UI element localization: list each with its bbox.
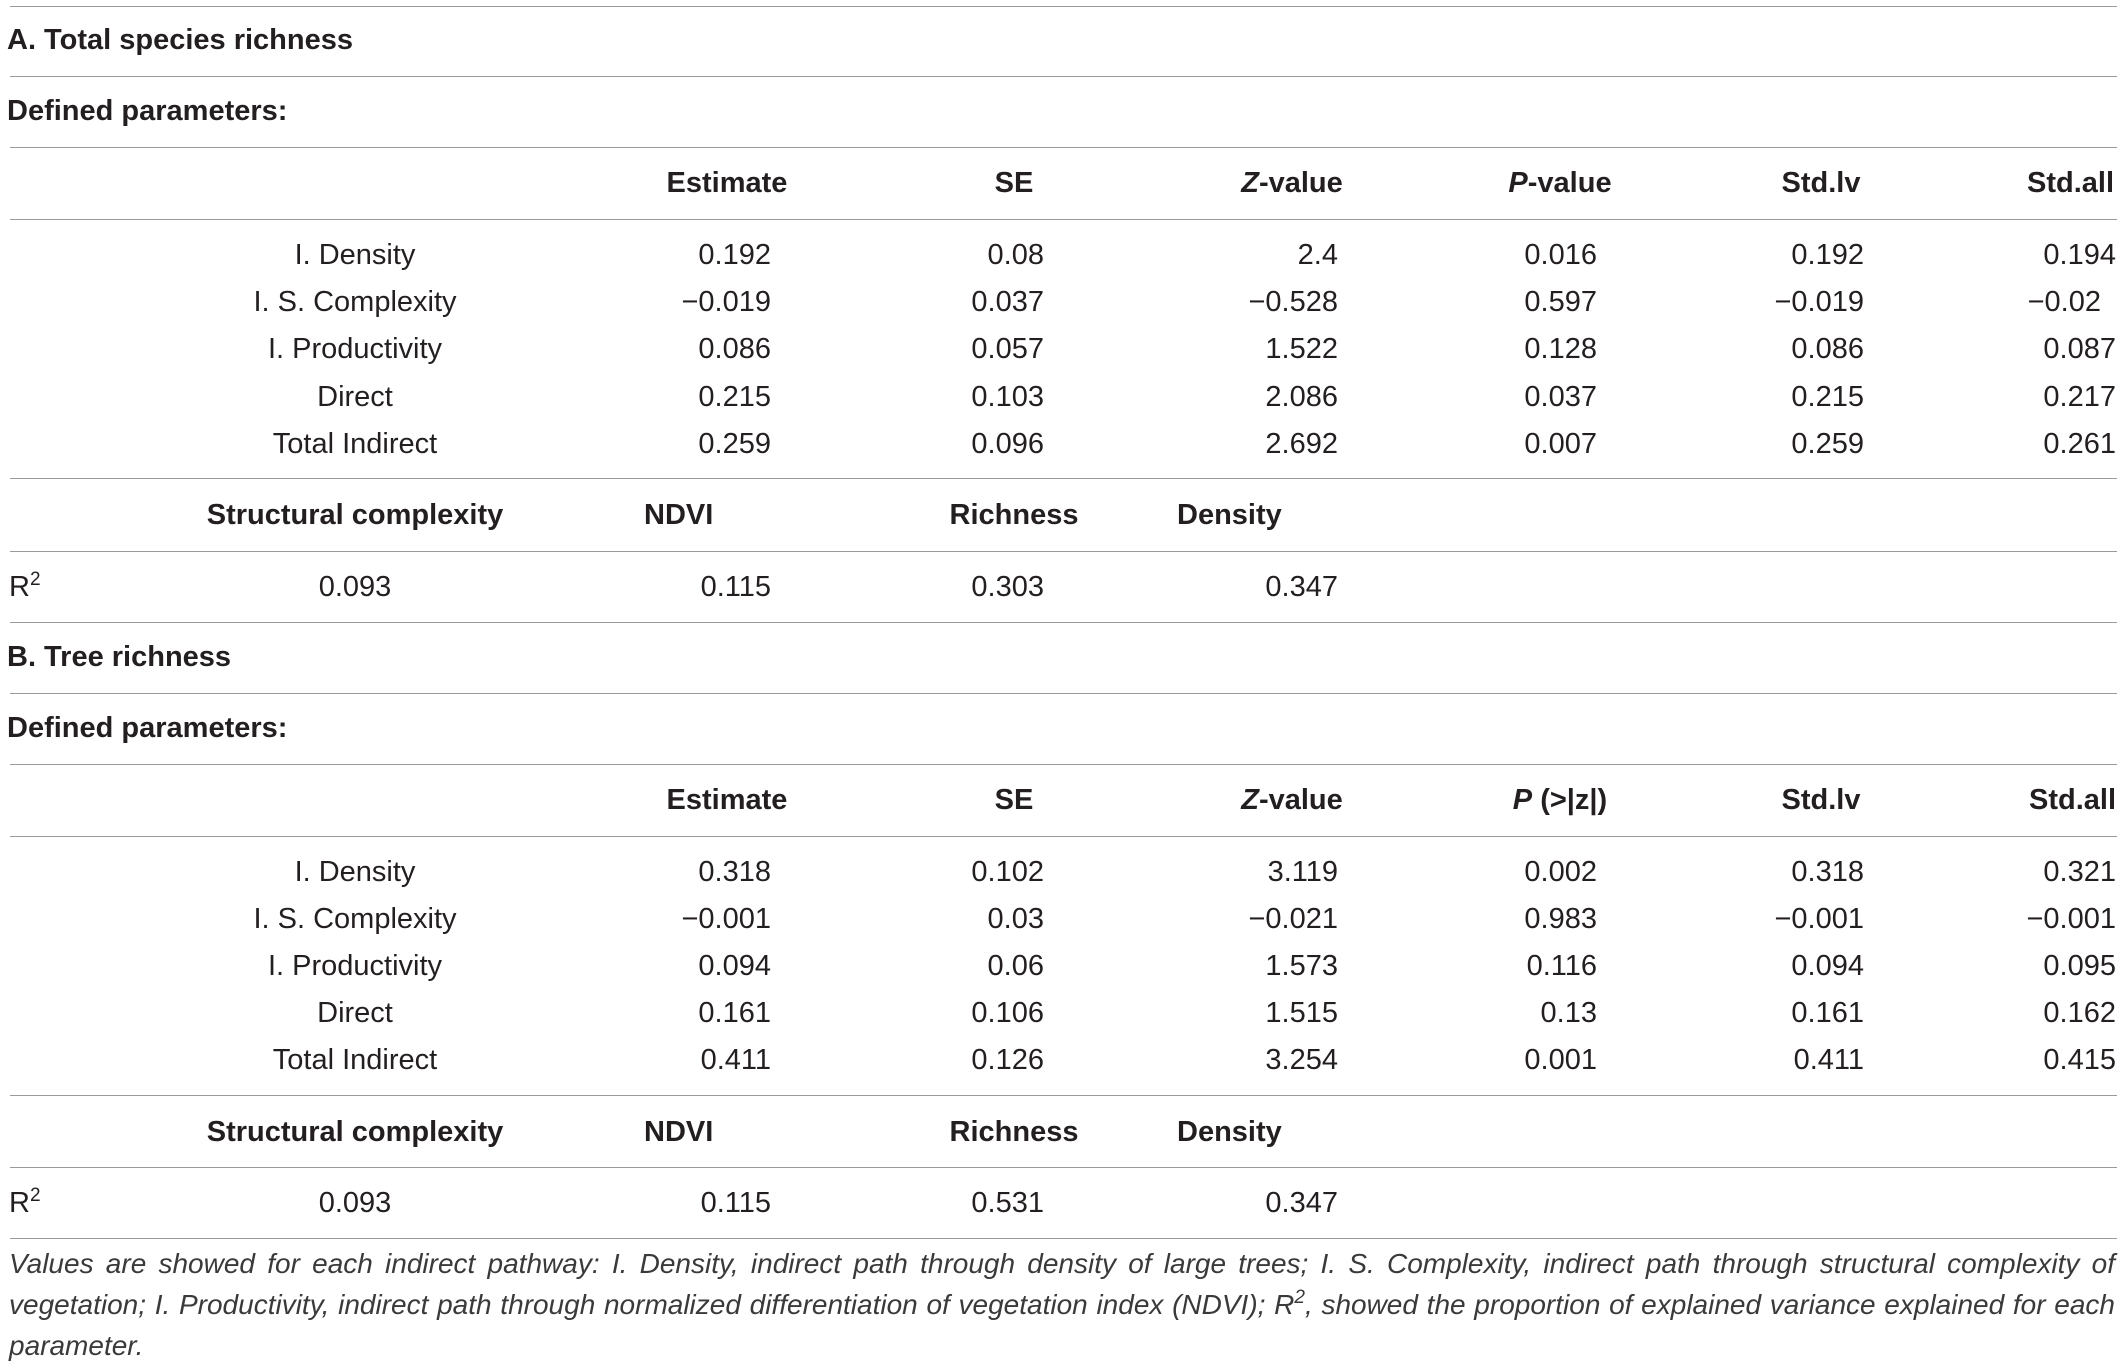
cell-std-all: 0.162: [2043, 997, 2116, 1029]
cell-z: 3.119: [1267, 856, 1338, 888]
row-label: I. Density: [294, 239, 416, 271]
rule: [10, 478, 2117, 479]
rule: [10, 551, 2117, 552]
col-header-z-italic: Z: [1241, 167, 1259, 199]
cell-std-lv: 0.086: [1791, 333, 1864, 365]
col-header-z-italic: Z: [1241, 784, 1259, 816]
cell-std-all: 0.087: [2043, 333, 2116, 365]
section-b-subtitle: Defined parameters:: [7, 712, 288, 744]
r2-richness: 0.303: [971, 571, 1044, 603]
cell-std-all: −0.001: [2026, 903, 2116, 935]
col-header-p-value: [1508, 166, 1611, 200]
cell-se: 0.03: [987, 903, 1044, 935]
rule: [10, 1238, 2117, 1239]
row-label: Direct: [317, 997, 393, 1029]
r2-label: $R^2$: [9, 569, 41, 603]
cell-se: 0.126: [971, 1044, 1044, 1076]
cell-std-lv: 0.094: [1791, 950, 1864, 982]
rule: [10, 764, 2117, 765]
cell-se: 0.102: [971, 856, 1044, 888]
col-header-p-rest: -value: [1527, 167, 1612, 199]
rule: [10, 693, 2117, 694]
col-header-z-rest: -value: [1258, 784, 1343, 816]
cell-p: 0.983: [1524, 903, 1597, 935]
cell-z: −0.528: [1248, 286, 1338, 318]
cell-std-lv: −0.001: [1774, 903, 1864, 935]
cell-p: 0.128: [1524, 333, 1597, 365]
row-label: I. Density: [294, 856, 416, 888]
cell-p: 0.002: [1524, 856, 1597, 888]
r2-density: 0.347: [1265, 571, 1338, 603]
cell-std-lv: 0.215: [1791, 381, 1864, 413]
r2-ndvi: 0.115: [700, 571, 771, 603]
cell-estimate: 0.318: [698, 856, 771, 888]
cell-estimate: 0.192: [698, 239, 771, 271]
col-header-p-italic: P: [1508, 167, 1528, 199]
col-header-p-italic: P: [1512, 784, 1533, 816]
row-label: I. Productivity: [267, 333, 443, 365]
section-b-title: B. Tree richness: [7, 641, 232, 673]
row-label: Total Indirect: [272, 1044, 438, 1076]
cell-std-lv: 0.318: [1791, 856, 1864, 888]
cell-estimate: 0.411: [700, 1044, 771, 1076]
cell-estimate: 0.215: [698, 381, 771, 413]
col-header-z-value: [1241, 166, 1343, 200]
cell-std-lv: 0.161: [1791, 997, 1864, 1029]
cell-z: 3.254: [1265, 1044, 1338, 1076]
r2-header-richness: Richness: [949, 499, 1079, 531]
rule: [10, 219, 2117, 220]
cell-p: 0.116: [1526, 950, 1597, 982]
table-footnote: Values are showed for each indirect pathway: I. Density, indirect path through density of large trees; I. S. Complexity, indirect path through structural complexity of vegetation; I. Productivity, indirect path through normalized differentiation of vegetation index (NDVI); $R^2$, showed the proportion of explained variance explained for each parameter.: [9, 1248, 2116, 1361]
rule: [10, 1167, 2117, 1168]
cell-estimate: −0.001: [681, 903, 771, 935]
r2-structural: 0.093: [318, 571, 392, 603]
cell-se: 0.096: [971, 428, 1044, 460]
rule-top: [10, 6, 2117, 7]
rule: [10, 147, 2117, 148]
r2-structural: 0.093: [318, 1187, 392, 1219]
r2-header-density: Density: [1177, 1116, 1282, 1148]
col-header-p-value: [1513, 783, 1607, 817]
cell-estimate: 0.259: [698, 428, 771, 460]
rule: [10, 1095, 2117, 1096]
cell-estimate: 0.086: [698, 333, 771, 365]
cell-estimate: 0.094: [698, 950, 771, 982]
cell-std-all: 0.321: [2043, 856, 2116, 888]
cell-p: 0.016: [1524, 239, 1597, 271]
cell-std-all: −0.02: [2027, 286, 2101, 318]
col-header-std-lv: Std.lv: [1781, 784, 1861, 816]
cell-std-all: 0.415: [2043, 1044, 2116, 1076]
r2-density: 0.347: [1265, 1187, 1338, 1219]
row-label: Total Indirect: [272, 428, 438, 460]
cell-se: 0.106: [971, 997, 1044, 1029]
cell-std-all: 0.095: [2043, 950, 2116, 982]
section-a-title: A. Total species richness: [7, 24, 353, 56]
col-header-std-all: Std.all: [2026, 167, 2114, 199]
r2-label: $R^2$: [9, 1185, 41, 1219]
row-label: Direct: [317, 381, 393, 413]
cell-z: 2.692: [1265, 428, 1338, 460]
r2-richness: 0.531: [971, 1187, 1044, 1219]
r2-header-density: Density: [1177, 499, 1282, 531]
col-header-estimate: Estimate: [666, 167, 788, 199]
col-header-estimate: Estimate: [666, 784, 788, 816]
col-header-std-lv: Std.lv: [1781, 167, 1861, 199]
cell-z: 1.573: [1265, 950, 1338, 982]
r2-header-ndvi: NDVI: [644, 499, 714, 531]
col-header-se: SE: [994, 784, 1034, 816]
cell-p: 0.13: [1540, 997, 1597, 1029]
rule: [10, 836, 2117, 837]
cell-std-all: 0.217: [2043, 381, 2116, 413]
row-label: I. Productivity: [267, 950, 443, 982]
cell-z: 2.4: [1297, 239, 1338, 271]
col-header-p-rest: (>|z|): [1532, 784, 1608, 816]
cell-se: 0.057: [971, 333, 1044, 365]
cell-std-lv: −0.019: [1774, 286, 1864, 318]
cell-std-all: 0.261: [2043, 428, 2116, 460]
r2-header-structural: Structural complexity: [206, 499, 504, 531]
cell-se: 0.06: [987, 950, 1044, 982]
cell-se: 0.103: [971, 381, 1044, 413]
cell-std-lv: 0.192: [1791, 239, 1864, 271]
r2-ndvi: 0.115: [700, 1187, 771, 1219]
cell-p: 0.007: [1524, 428, 1597, 460]
col-header-z-value: [1241, 783, 1343, 817]
cell-se: 0.037: [971, 286, 1044, 318]
cell-z: −0.021: [1248, 903, 1338, 935]
cell-std-lv: 0.411: [1793, 1044, 1864, 1076]
r2-header-structural: Structural complexity: [206, 1116, 504, 1148]
col-header-z-rest: -value: [1258, 167, 1343, 199]
cell-z: 2.086: [1265, 381, 1338, 413]
cell-p: 0.597: [1524, 286, 1597, 318]
cell-std-lv: 0.259: [1791, 428, 1864, 460]
col-header-se: SE: [994, 167, 1034, 199]
row-label: I. S. Complexity: [253, 286, 457, 318]
cell-std-all: 0.194: [2043, 239, 2116, 271]
r2-header-ndvi: NDVI: [644, 1116, 714, 1148]
section-a-subtitle: Defined parameters:: [7, 95, 288, 127]
r2-header-richness: Richness: [949, 1116, 1079, 1148]
cell-p: 0.037: [1524, 381, 1597, 413]
rule: [10, 622, 2117, 623]
rule: [10, 76, 2117, 77]
cell-p: 0.001: [1524, 1044, 1597, 1076]
cell-estimate: 0.161: [698, 997, 771, 1029]
row-label: I. S. Complexity: [253, 903, 457, 935]
cell-z: 1.515: [1265, 997, 1338, 1029]
cell-se: 0.08: [987, 239, 1044, 271]
col-header-std-all: Std.all: [2028, 784, 2116, 816]
cell-z: 1.522: [1265, 333, 1338, 365]
cell-estimate: −0.019: [681, 286, 771, 318]
